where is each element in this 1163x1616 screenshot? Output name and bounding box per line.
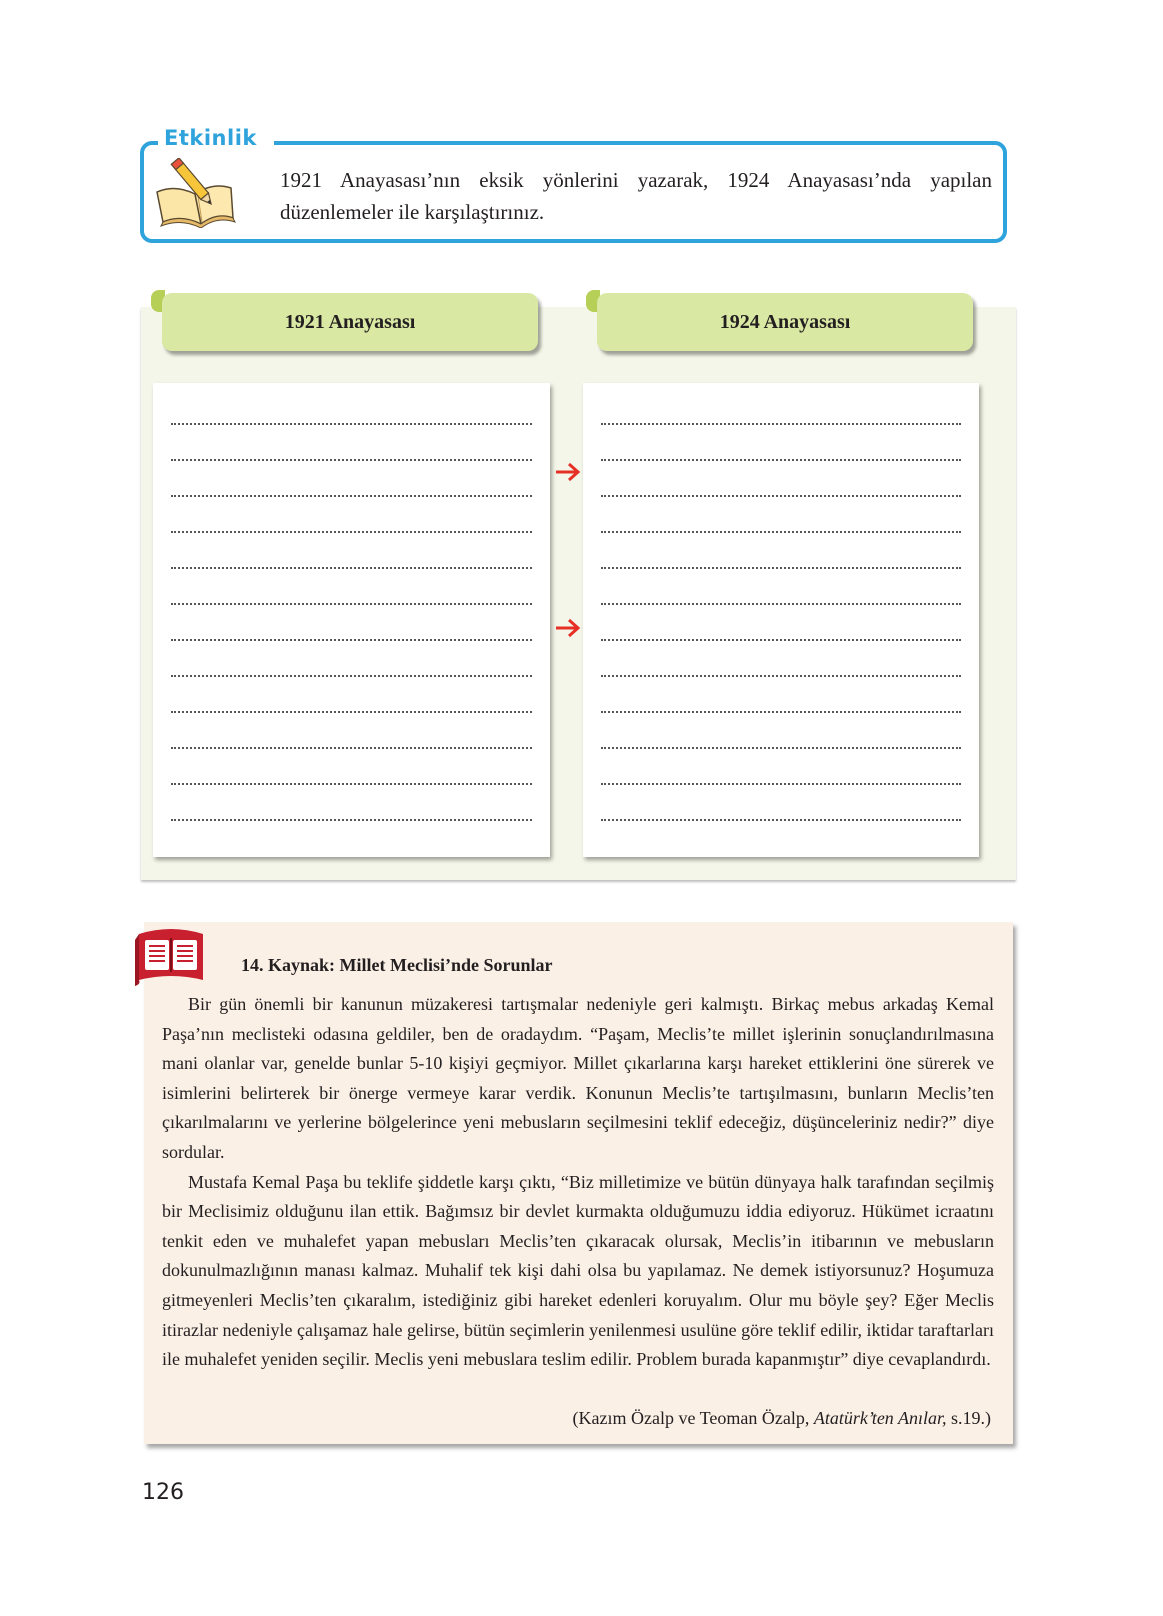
- answer-line[interactable]: [601, 797, 961, 833]
- answer-line[interactable]: [601, 437, 961, 473]
- answer-line[interactable]: [601, 725, 961, 761]
- dotted-rule: [601, 747, 961, 749]
- answer-line[interactable]: [171, 509, 532, 545]
- answer-line[interactable]: [601, 689, 961, 725]
- dotted-rule: [171, 567, 532, 569]
- dotted-rule: [171, 423, 532, 425]
- dotted-rule: [171, 783, 532, 785]
- dotted-rule: [171, 747, 532, 749]
- answer-line[interactable]: [171, 545, 532, 581]
- citation-title: Atatürk’ten Anılar,: [813, 1408, 947, 1428]
- answer-lines-1921[interactable]: [171, 401, 532, 833]
- dotted-rule: [601, 495, 961, 497]
- page-number: 126: [142, 1480, 184, 1505]
- notebook-pencil-icon: [153, 158, 239, 228]
- header-1921: 1921 Anayasası: [162, 293, 538, 351]
- arrow-right-icon: [554, 461, 582, 483]
- activity-instruction: 1921 Anayasası’nın eksik yönlerini yazarak, 1924 Anayasası’nda yapılan düzenlemeler ile karşılaştırınız.: [280, 168, 992, 224]
- answer-line[interactable]: [601, 545, 961, 581]
- source-title: 14. Kaynak: Millet Meclisi’nde Sorunlar: [241, 955, 553, 975]
- source-body: [162, 990, 994, 1375]
- panel-1921[interactable]: [153, 383, 550, 857]
- dotted-rule: [171, 819, 532, 821]
- answer-line[interactable]: [171, 689, 532, 725]
- dotted-rule: [171, 675, 532, 677]
- dotted-rule: [601, 567, 961, 569]
- answer-line[interactable]: [171, 473, 532, 509]
- dotted-rule: [601, 459, 961, 461]
- dotted-rule: [601, 531, 961, 533]
- source-paragraph-1: Bir gün önemli bir kanunun müzakeresi tartışmalar nedeniyle geri kalmıştı. Birkaç mebus arkadaş Kemal Paşa’nın meclisteki odasına geldiler, ben de oradaydım. “Paşam, Meclis’te millet işlerinin sonuçlandırılmasına mani olanlar var, genelde bunlar 5-10 kişiyi geçmiyor. Millet çıkarlarına karşı hareket ettiklerini öne sürerek ve isimlerini belirterek bir önerge vermeye karar verdik. Konunun Meclis’te tartışılmasını, bunların Meclis’ten çıkarılmalarını ve yerlerine bölgelerince yeni mebusların seçilmesini teklif edeceğiz, düşünceleriniz nedir?” diye sordular.: [162, 994, 994, 1162]
- source-citation: [573, 1407, 991, 1429]
- dotted-rule: [171, 531, 532, 533]
- dotted-rule: [171, 639, 532, 641]
- answer-line[interactable]: [171, 437, 532, 473]
- open-book-icon: [135, 926, 207, 988]
- answer-line[interactable]: [601, 473, 961, 509]
- dotted-rule: [601, 603, 961, 605]
- citation-suffix: s.19.): [946, 1408, 991, 1428]
- answer-line[interactable]: [171, 401, 532, 437]
- dotted-rule: [601, 423, 961, 425]
- answer-line[interactable]: [601, 509, 961, 545]
- dotted-rule: [171, 495, 532, 497]
- answer-line[interactable]: [171, 797, 532, 833]
- answer-line[interactable]: [171, 725, 532, 761]
- answer-line[interactable]: [601, 401, 961, 437]
- dotted-rule: [171, 459, 532, 461]
- answer-line[interactable]: [171, 761, 532, 797]
- dotted-rule: [601, 783, 961, 785]
- dotted-rule: [601, 639, 961, 641]
- dotted-rule: [601, 819, 961, 821]
- header-1924: 1924 Anayasası: [597, 293, 973, 351]
- dotted-rule: [601, 675, 961, 677]
- dotted-rule: [171, 711, 532, 713]
- dotted-rule: [171, 603, 532, 605]
- panel-1924[interactable]: [583, 383, 979, 857]
- arrow-right-icon: [554, 617, 582, 639]
- dotted-rule: [601, 711, 961, 713]
- answer-line[interactable]: [171, 617, 532, 653]
- activity-label: Etkinlik: [158, 125, 263, 151]
- citation-prefix: (Kazım Özalp ve Teoman Özalp,: [572, 1408, 814, 1428]
- answer-lines-1924[interactable]: [601, 401, 961, 833]
- answer-line[interactable]: [171, 581, 532, 617]
- answer-line[interactable]: [601, 761, 961, 797]
- answer-line[interactable]: [601, 581, 961, 617]
- answer-line[interactable]: [601, 617, 961, 653]
- answer-line[interactable]: [171, 653, 532, 689]
- source-paragraph-2: Mustafa Kemal Paşa bu teklife şiddetle karşı çıktı, “Biz milletimize ve bütün dünyaya halk tarafından seçilmiş bir Meclisimiz olduğunu ilan ettik. Bağımsız bir devlet kurmakta olduğumuzu iddia ediyoruz. Hükümet icraatını tenkit eden ve muhalefet yapan mebusları Meclis’ten çıkaracak olursak, Meclis’in itibarının ve mebusların dokunulmazlığının manası kalmaz. Muhalif tek kişi dahi olsa bu yapılamaz. Ne demek istiyorsunuz? Hoşumuza gitmeyenleri Meclis’ten çıkaralım, istediğiniz gibi hareket edenleri koruyalım. Olur mu böyle şey? Eğer Meclis itirazlar nedeniyle çalışamaz hale gelirse, bütün seçimlerin yenilenmesi usulüne göre teklif edilir, iktidar taraftarları ile muhalefet yeniden seçilir. Meclis yeni mebuslara teslim edilir. Problem burada kapanmıştır” diye cevaplandırdı.: [162, 1171, 994, 1370]
- answer-line[interactable]: [601, 653, 961, 689]
